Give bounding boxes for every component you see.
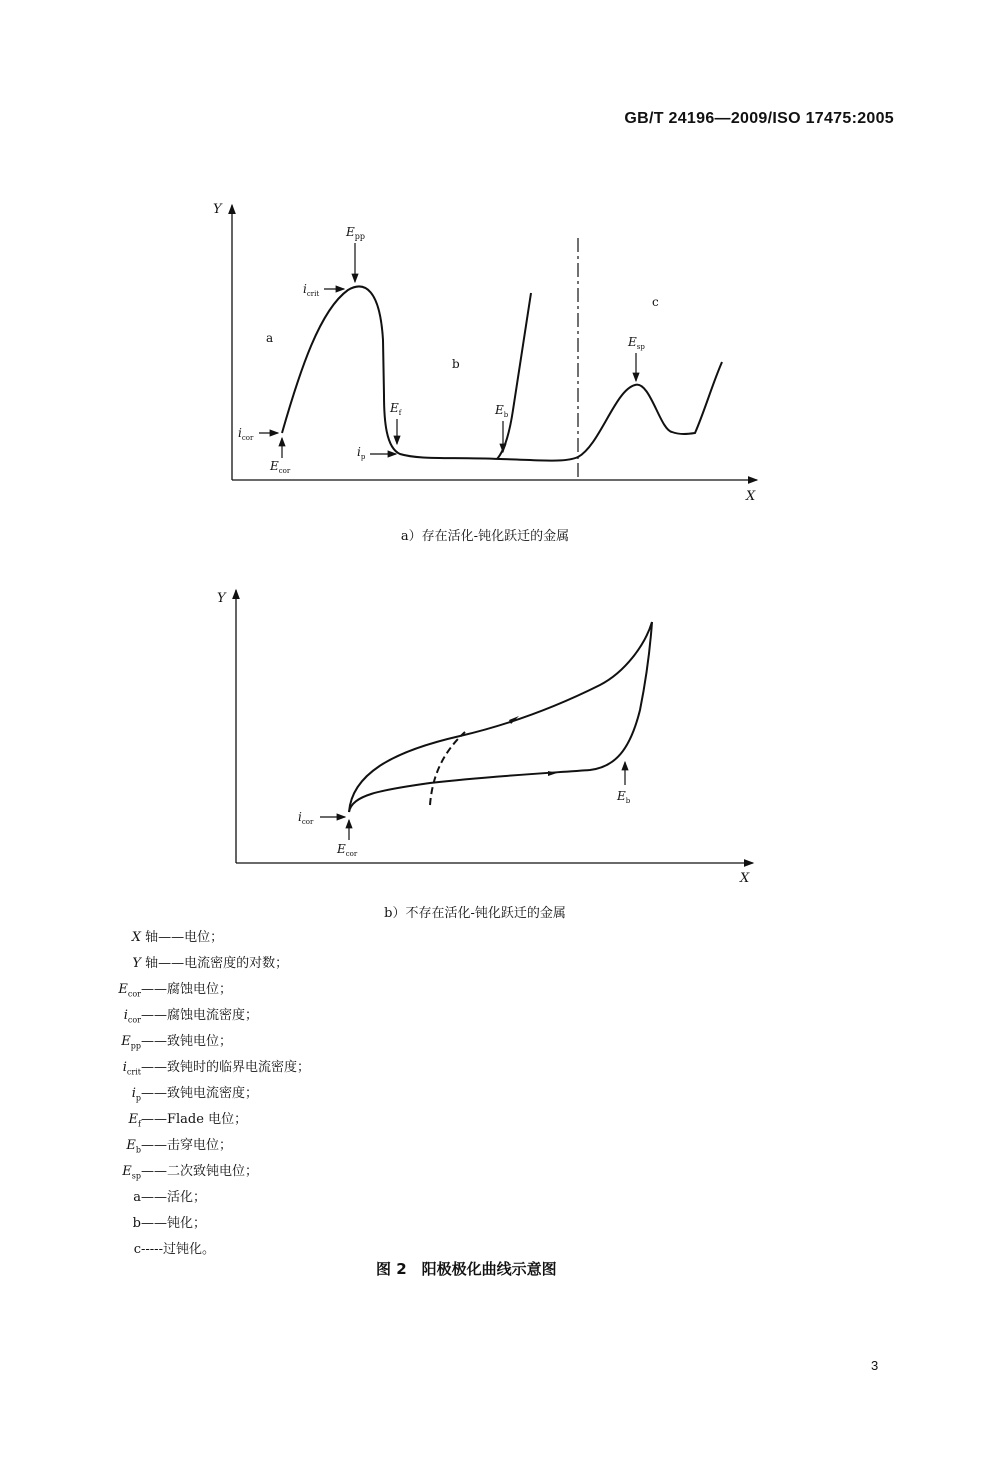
page-number: 3 <box>871 1358 879 1373</box>
legend-row <box>105 1185 310 1211</box>
legend-symbol: $i_p$ <box>131 1086 141 1103</box>
legend-row <box>105 951 310 977</box>
legend-dash: —— <box>141 1164 167 1179</box>
legend-symbol: $E_{sp}$ <box>122 1164 141 1181</box>
legend-symbol: $E_b$ <box>126 1138 141 1155</box>
legend-description: 腐蚀电位； <box>167 982 233 997</box>
legend-symbol: $E_{pp}$ <box>121 1034 141 1051</box>
legend-row <box>105 1003 310 1029</box>
legend-row <box>105 1055 310 1081</box>
legend-symbol: $i_{crit}$ <box>122 1060 141 1077</box>
y-axis-label: Y <box>217 591 226 606</box>
legend-symbol-subscript: cor <box>127 989 141 999</box>
legend-symbol: $E_{cor}$ <box>118 982 141 999</box>
legend-description: 致钝电位； <box>167 1034 233 1049</box>
legend-description: 腐蚀电流密度； <box>167 1008 259 1023</box>
y-axis-label: Y <box>213 202 222 217</box>
legend-symbol: X <box>131 930 141 945</box>
legend-symbol: $E_f$ <box>128 1112 141 1129</box>
legend-row <box>105 1107 310 1133</box>
esp-label: $E_{sp}$ <box>628 335 645 351</box>
figure-title: 图 2 阳极极化曲线示意图 <box>376 1260 557 1278</box>
legend-symbol: a <box>133 1190 141 1205</box>
legend-row <box>105 977 310 1003</box>
legend-description: 击穿电位； <box>167 1138 233 1153</box>
legend-dash: —— <box>141 1034 167 1049</box>
legend-row <box>105 1029 310 1055</box>
legend-description: 活化； <box>167 1190 207 1205</box>
polarization-curve <box>282 287 722 461</box>
icrit-label: $i_{crit}$ <box>303 282 320 298</box>
legend-row <box>105 1133 310 1159</box>
icor-label: $i_{cor}$ <box>298 810 314 826</box>
legend-row <box>105 1081 310 1107</box>
x-axis-label: X <box>740 871 750 886</box>
ecor-label: $E_{cor}$ <box>337 842 358 858</box>
legend-description: 致钝电流密度； <box>167 1086 259 1101</box>
reverse-scan-curve <box>349 622 652 812</box>
legend-description: 致钝时的临界电流密度； <box>167 1060 311 1075</box>
caption-a: a）存在活化-钝化跃迁的金属 <box>400 529 570 544</box>
legend-dash: —— <box>158 956 185 971</box>
legend-dash: —— <box>141 1086 167 1101</box>
legend-symbol-subscript: b <box>135 1145 141 1155</box>
legend-description: 电位； <box>184 930 224 945</box>
legend-row <box>105 1237 310 1263</box>
legend-symbol-subscript: f <box>138 1119 141 1129</box>
legend-symbol: $i_{cor}$ <box>123 1008 141 1025</box>
legend-dash: —— <box>141 1112 167 1127</box>
legend-symbol-subscript: pp <box>130 1041 141 1051</box>
legend-symbol-subscript: cor <box>127 1015 141 1025</box>
ip-label: $i_p$ <box>357 445 366 461</box>
legend-description: 钝化； <box>167 1216 207 1231</box>
legend-dash: —— <box>158 930 185 945</box>
legend-description: 二次致钝电位； <box>167 1164 259 1179</box>
breakdown-branch <box>497 293 531 459</box>
legend-symbol: c <box>133 1242 141 1257</box>
epp-label: $E_{pp}$ <box>346 225 366 241</box>
legend-dash: —— <box>141 1190 167 1205</box>
diagram-no-active-passive <box>0 580 1000 890</box>
legend-symbol-subscript: sp <box>131 1171 141 1181</box>
legend-row <box>105 1211 310 1237</box>
legend-row <box>105 1159 310 1185</box>
eb-label: $E_b$ <box>617 789 631 805</box>
legend-symbol-subscript: crit <box>126 1067 141 1077</box>
legend-suffix: 轴 <box>141 956 159 971</box>
legend-symbol-subscript: p <box>135 1093 141 1103</box>
legend-dash: —— <box>141 1008 167 1023</box>
legend-suffix: 轴 <box>141 930 159 945</box>
legend-row <box>105 925 310 951</box>
icor-label: $i_{cor}$ <box>238 426 254 442</box>
legend-description: 过钝化。 <box>162 1242 215 1257</box>
region-a-label: a <box>266 331 274 345</box>
standard-number: GB/T 24196—2009/ISO 17475:2005 <box>624 110 894 127</box>
ecor-label: $E_{cor}$ <box>270 459 291 475</box>
eb-label: $E_b$ <box>495 403 509 419</box>
region-b-label: b <box>452 357 460 371</box>
forward-scan-curve <box>349 622 652 812</box>
legend-symbol: b <box>132 1216 141 1231</box>
legend-dash: —— <box>141 982 167 997</box>
ef-label: $E_f$ <box>390 401 402 417</box>
caption-b: b）不存在活化-钝化跃迁的金属 <box>384 906 566 921</box>
legend-dash: —— <box>141 1060 167 1075</box>
symbol-legend <box>105 925 310 1263</box>
legend-dash: —— <box>141 1216 167 1231</box>
legend-dash: —— <box>141 1138 167 1153</box>
legend-description: Flade 电位； <box>167 1112 248 1127</box>
diagram-active-passive <box>0 190 1000 520</box>
legend-description: 电流密度的对数； <box>184 956 289 971</box>
region-c-label: c <box>652 295 659 309</box>
legend-dash: ----- <box>141 1242 163 1257</box>
legend-symbol: Y <box>132 956 141 971</box>
x-axis-label: X <box>746 489 756 504</box>
